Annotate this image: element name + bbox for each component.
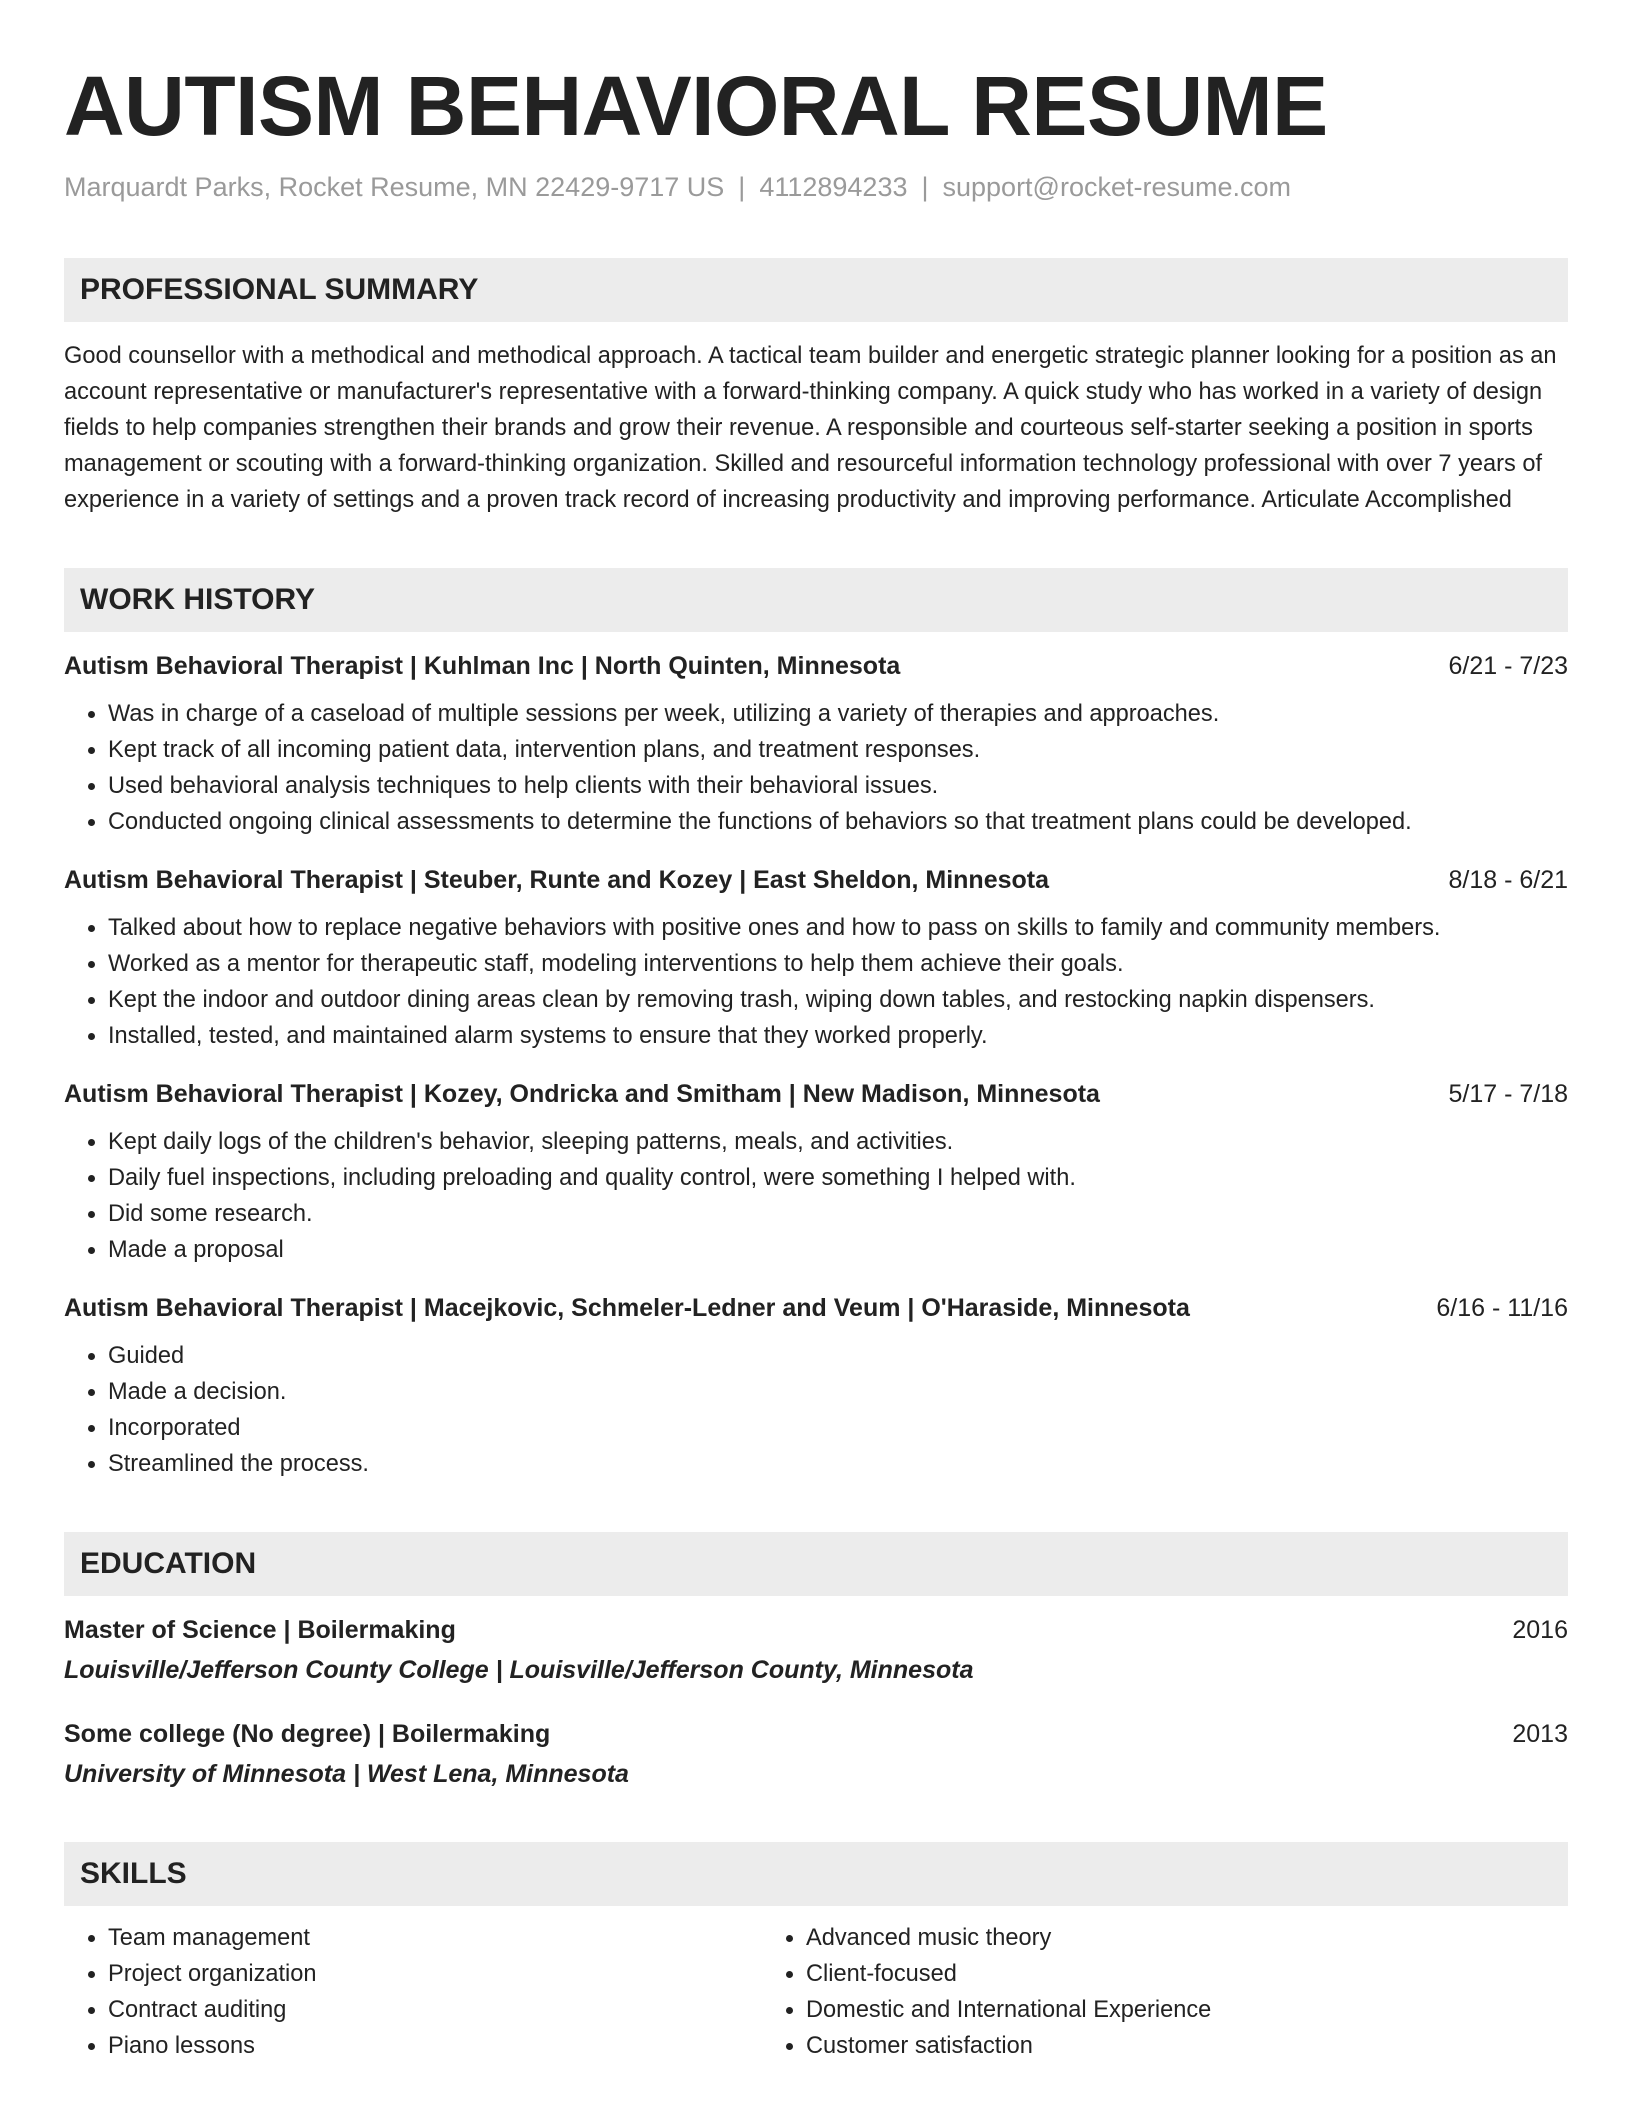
education-degree: Some college (No degree) | Boilermaking	[64, 1720, 551, 1748]
job-bullet: • Made a proposal	[108, 1232, 1568, 1268]
summary-text: Good counsellor with a methodical and methodical approach. A tactical team builder and energetic strategic planner looking for a position as an account representative or manufacturer's representative with a forward-thinking company. A quick study who has worked in a variety of design fields to help companies strengthen their brands and grow their revenue. A responsible and courteous self-starter seeking a position in sports management or scouting with a forward-thinking organization. Skilled and resourceful information technology professional with over 7 years of experience in a variety of settings and a proven track record of increasing productivity and improving performance. Articulate Accomplished	[64, 343, 1557, 513]
contact-separator: |	[738, 172, 746, 202]
job-bullet: • Guided	[108, 1338, 1568, 1374]
contact-address: Marquardt Parks, Rocket Resume, MN 22429-9717 US	[64, 172, 725, 202]
job-entry	[64, 648, 1568, 840]
skill-item: • Piano lessons	[108, 2028, 762, 2064]
education-header	[64, 1612, 1568, 1648]
job-header	[64, 862, 1568, 898]
education-header	[64, 1716, 1568, 1752]
contact-separator: |	[921, 172, 929, 202]
education-year: 2013	[1512, 1720, 1568, 1748]
job-bullet: • Kept daily logs of the children's behavior, sleeping patterns, meals, and activities.	[108, 1124, 1568, 1160]
job-dates: 8/18 - 6/21	[1448, 866, 1568, 894]
job-entry	[64, 1076, 1568, 1268]
skills-list-right	[762, 1920, 1568, 2064]
job-bullet: • Was in charge of a caseload of multiple sessions per week, utilizing a variety of therapies and approaches.	[108, 696, 1568, 732]
job-bullet: • Worked as a mentor for therapeutic staff, modeling interventions to help them achieve their goals.	[108, 946, 1568, 982]
job-bullets	[64, 1338, 1568, 1482]
education-entry	[64, 1716, 1568, 1792]
education-school: University of Minnesota | West Lena, Minnesota	[64, 1760, 629, 1788]
skills-list-left	[64, 1920, 762, 2064]
job-bullets	[64, 696, 1568, 840]
job-title: Autism Behavioral Therapist | Kuhlman Inc | North Quinten, Minnesota	[64, 652, 901, 680]
job-bullet: • Used behavioral analysis techniques to help clients with their behavioral issues.	[108, 768, 1568, 804]
job-bullet: • Talked about how to replace negative behaviors with positive ones and how to pass on skills to family and community members.	[108, 910, 1568, 946]
education-degree: Master of Science | Boilermaking	[64, 1616, 456, 1644]
skill-item: • Advanced music theory	[806, 1920, 1568, 1956]
contact-email: support@rocket-resume.com	[942, 172, 1292, 202]
summary-heading: PROFESSIONAL SUMMARY	[64, 258, 1568, 322]
job-bullet: • Kept track of all incoming patient data, intervention plans, and treatment responses.	[108, 732, 1568, 768]
skill-item: • Client-focused	[806, 1956, 1568, 1992]
job-title: Autism Behavioral Therapist | Steuber, Runte and Kozey | East Sheldon, Minnesota	[64, 866, 1050, 894]
education-entry	[64, 1612, 1568, 1688]
job-bullet: • Conducted ongoing clinical assessments to determine the functions of behaviors so that treatment plans could be developed.	[108, 804, 1568, 840]
job-dates: 6/21 - 7/23	[1448, 652, 1568, 680]
job-header	[64, 1290, 1568, 1326]
job-bullet: • Installed, tested, and maintained alarm systems to ensure that they worked properly.	[108, 1018, 1568, 1054]
job-title: Autism Behavioral Therapist | Macejkovic, Schmeler-Ledner and Veum | O'Haraside, Minnesota	[64, 1294, 1190, 1322]
work-history-heading: WORK HISTORY	[64, 568, 1568, 632]
job-bullets	[64, 1124, 1568, 1268]
job-bullet: • Incorporated	[108, 1410, 1568, 1446]
skill-item: • Project organization	[108, 1956, 762, 1992]
job-header	[64, 648, 1568, 684]
skills-columns	[64, 1920, 1568, 2064]
job-bullet: • Made a decision.	[108, 1374, 1568, 1410]
education-school: Louisville/Jefferson County College | Louisville/Jefferson County, Minnesota	[64, 1656, 974, 1684]
skill-item: • Customer satisfaction	[806, 2028, 1568, 2064]
resume-title: AUTISM BEHAVIORAL RESUME	[64, 59, 1328, 153]
education-year: 2016	[1512, 1616, 1568, 1644]
skills-heading: SKILLS	[64, 1842, 1568, 1906]
contact-phone: 4112894233	[759, 172, 908, 202]
job-bullet: • Daily fuel inspections, including preloading and quality control, were something I helped with.	[108, 1160, 1568, 1196]
resume-page	[64, 56, 1568, 2064]
job-bullet: • Kept the indoor and outdoor dining areas clean by removing trash, wiping down tables, and restocking napkin dispensers.	[108, 982, 1568, 1018]
job-header	[64, 1076, 1568, 1112]
skill-item: • Domestic and International Experience	[806, 1992, 1568, 2028]
job-dates: 5/17 - 7/18	[1448, 1080, 1568, 1108]
education-heading: EDUCATION	[64, 1532, 1568, 1596]
skill-item: • Contract auditing	[108, 1992, 762, 2028]
job-bullet: • Did some research.	[108, 1196, 1568, 1232]
contact-line	[64, 168, 1568, 206]
job-entry	[64, 1290, 1568, 1482]
job-bullet: • Streamlined the process.	[108, 1446, 1568, 1482]
job-entry	[64, 862, 1568, 1054]
job-bullets	[64, 910, 1568, 1054]
job-title: Autism Behavioral Therapist | Kozey, Ondricka and Smitham | New Madison, Minnesota	[64, 1080, 1100, 1108]
job-dates: 6/16 - 11/16	[1436, 1294, 1568, 1322]
skill-item: • Team management	[108, 1920, 762, 1956]
